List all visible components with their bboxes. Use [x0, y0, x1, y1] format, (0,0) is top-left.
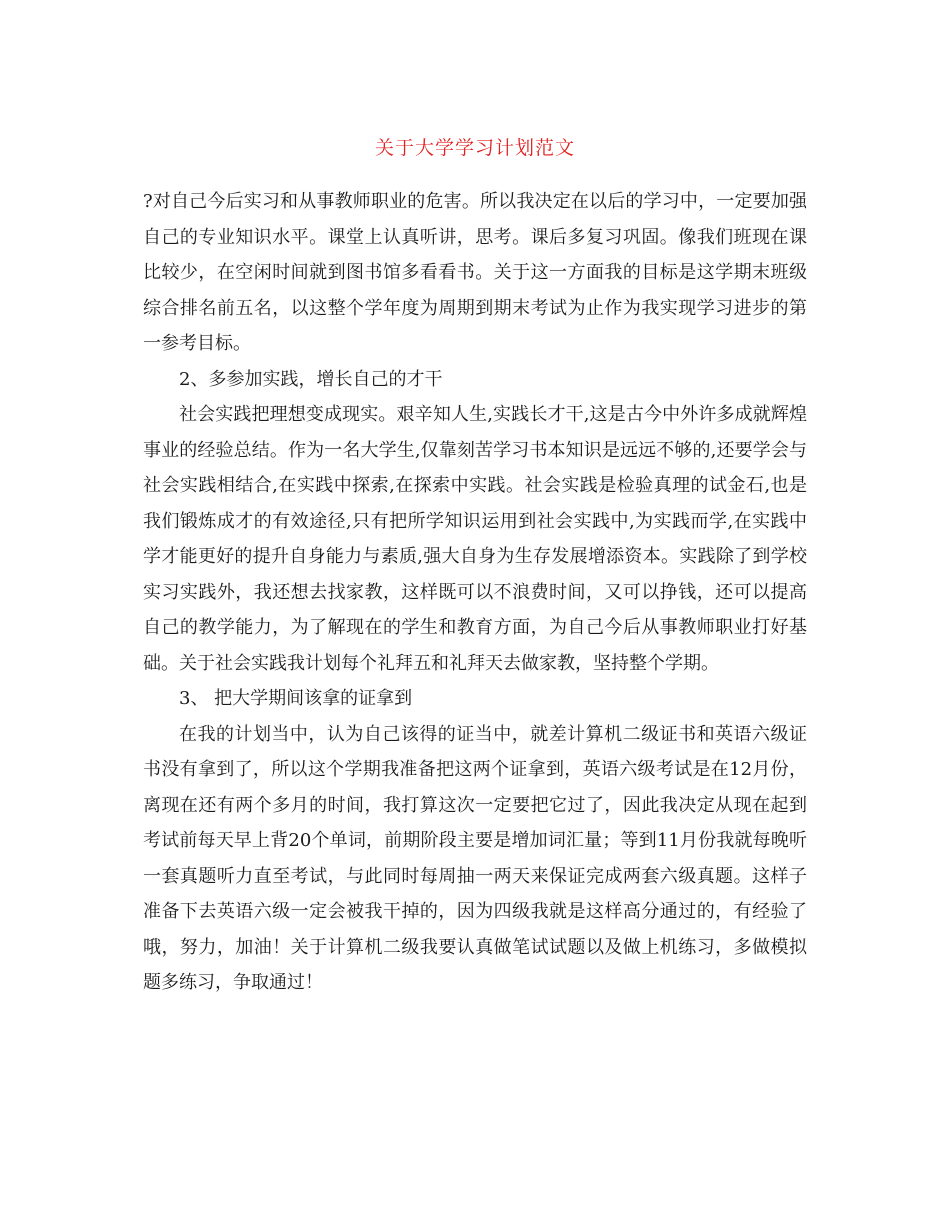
section-heading-certificates: 3、 把大学期间该拿的证拿到 — [179, 688, 413, 709]
paragraph-certificates: 在我的计划当中，认为自己该得的证当中，就差计算机二级证书和英语六级证书没有拿到了，所以这个学期我准备把这两个证拿到，英语六级考试是在12月份，离现在还有两个多月的时间，我打算这次一定要把它过了，因此我决定从现在起到考试前每天早上背20个单词，前期阶段主要是增加词汇量；等到11月份我就每晚听一套真题听力直至考试，与此同时每周抽一两天来保证完成两套六级真题。这样子准备下去英语六级一定会被我干掉的，因为四级我就是这样高分通过的，有经验了哦，努力，加油！关于计算机二级我要认真做笔试试题以及做上机练习，多做模拟题多练习，争取通过！ — [143, 723, 807, 993]
paragraph-practice: 社会实践把理想变成现实。艰辛知人生,实践长才干,这是古今中外许多成就辉煌事业的经验总结。作为一名大学生,仅靠刻苦学习书本知识是远远不够的,还要学会与社会实践相结合,在实践中探索,在探索中实践。社会实践是检验真理的试金石,也是我们锻炼成才的有效途径,只有把所学知识运用到社会实践中,为实践而学,在实践中学才能更好的提升自身能力与素质,强大自身为生存发展增添资本。实践除了到学校实习实践外，我还想去找家教，这样既可以不浪费时间，又可以挣钱，还可以提高自己的教学能力，为了解现在的学生和教育方面，为自己今后从事教师职业打好基础。关于社会实践我计划每个礼拜五和礼拜天去做家教，坚持整个学期。 — [143, 404, 807, 674]
document-title: 关于大学学习计划范文 — [374, 137, 575, 159]
document-body — [143, 184, 807, 1001]
paragraph-study-plan: ?对自己今后实习和从事教师职业的危害。所以我决定在以后的学习中，一定要加强自己的专业知识水平。课堂上认真听讲，思考。课后多复习巩固。像我们班现在课比较少，在空闲时间就到图书馆多看看书。关于这一方面我的目标是这学期末班级综合排名前五名，以这整个学年度为周期到期末考试为止作为我实现学习进步的第一参考目标。 — [143, 191, 807, 354]
section-heading-practice: 2、多参加实践，增长自己的才干 — [179, 368, 443, 390]
